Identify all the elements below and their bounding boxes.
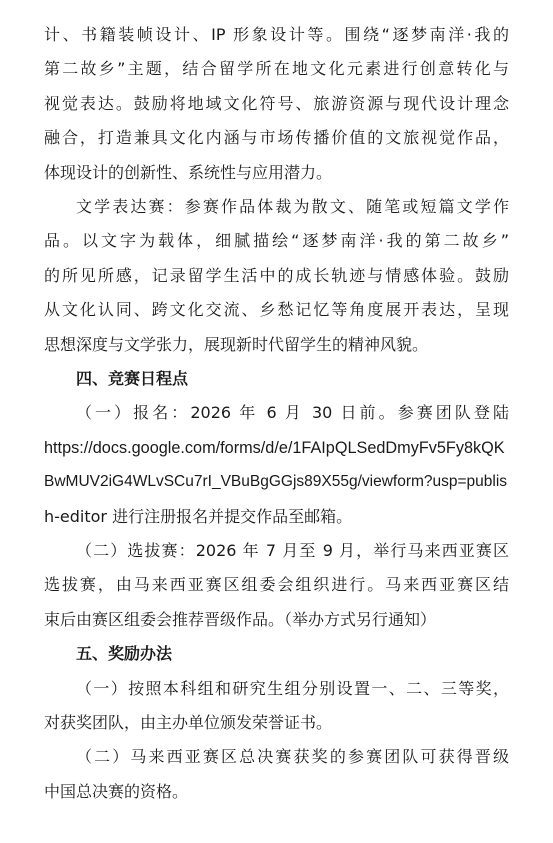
paragraph-line: （一）按照本科组和研究生组分别设置一、二、三等奖，: [76, 678, 509, 698]
section-heading-awards: 五、奖励办法: [76, 644, 173, 664]
paragraph-line: （二）选拔赛：2026 年 7 月至 9 月，举行马来西亚赛区: [76, 541, 509, 560]
registration-link[interactable]: BwMUV2iG4WLvSCu7rI_VBuBgGGjs89X55g/viewform?usp=publis: [44, 473, 508, 491]
paragraph-line: 品。以文字为载体，细腻描绘“逐梦南洋·我的第二故乡”: [44, 231, 509, 251]
paragraph-line: 对获奖团队，由主办单位颁发荣誉证书。: [44, 713, 333, 732]
paragraph-line: h-editor 进行注册报名并提交作品至邮箱。: [44, 506, 353, 526]
section-heading-schedule: 四、竞赛日程点: [76, 369, 189, 388]
paragraph-line: 从文化认同、跨文化交流、乡愁记忆等角度展开表达，呈现: [44, 300, 509, 320]
paragraph-line: 计、书籍装帧设计、IP 形象设计等。围绕“逐梦南洋·我的: [44, 25, 509, 44]
paragraph-line: 第二故乡”主题，结合留学所在地文化元素进行创意转化与: [44, 59, 509, 79]
paragraph-line: 束后由赛区组委会推荐晋级作品。（举办方式另行通知）: [44, 609, 437, 629]
paragraph-line: 中国总决赛的资格。: [44, 781, 189, 801]
paragraph-line: 视觉表达。鼓励将地域文化符号、旅游资源与现代设计理念: [44, 93, 509, 113]
paragraph-line: 文学表达赛：参赛作品体裁为散文、随笔或短篇文学作: [76, 197, 509, 216]
registration-link[interactable]: https://docs.google.com/forms/d/e/1FAIpQLSedDmyFv5Fy8kQK: [44, 438, 505, 457]
paragraph-line: 选拔赛，由马来西亚赛区组委会组织进行。马来西亚赛区结: [44, 575, 509, 595]
paragraph-line: （二）马来西亚赛区总决赛获奖的参赛团队可获得晋级: [76, 747, 509, 767]
paragraph-line: 思想深度与文学张力，展现新时代留学生的精神风貌。: [44, 334, 429, 354]
paragraph-line: 的所见所感，记录留学生活中的成长轨迹与情感体验。鼓励: [44, 265, 509, 285]
paragraph-line: （一）报名：2026 年 6 月 30 日前。参赛团队登陆: [76, 403, 509, 423]
paragraph-line: 体现设计的创新性、系统性与应用潜力。: [44, 162, 333, 182]
paragraph-line: 融合，打造兼具文化内涵与市场传播价值的文旅视觉作品，: [44, 128, 509, 148]
